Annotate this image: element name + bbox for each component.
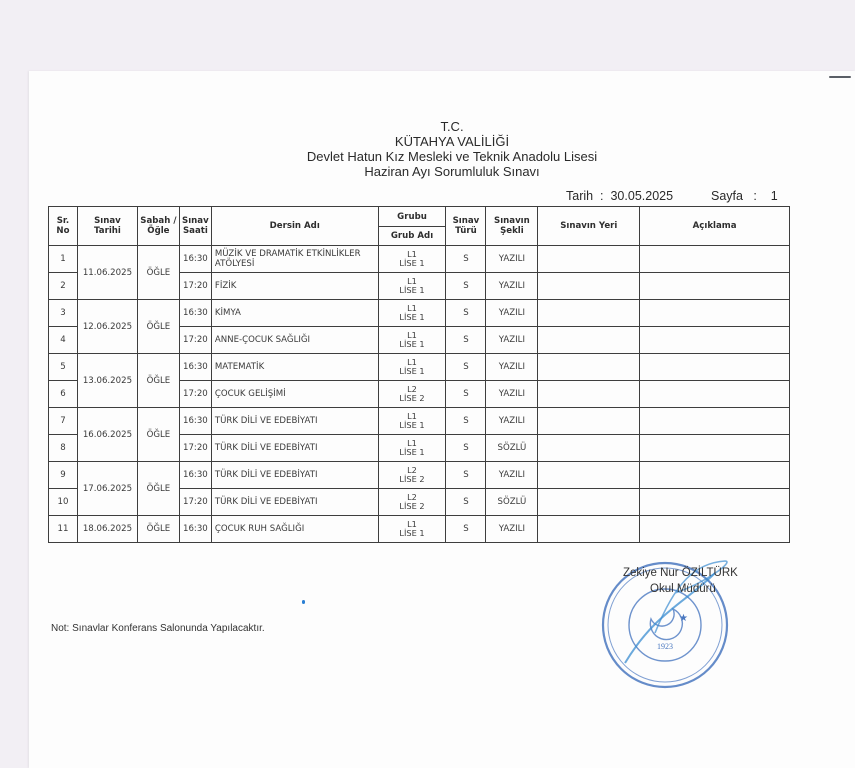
- cell-form: YAZILI: [486, 354, 538, 381]
- cell-time: 17:20: [179, 435, 211, 462]
- cell-course: MÜZİK VE DRAMATİK ETKİNLİKLER ATÖLYESİ: [211, 246, 378, 273]
- cell-session: ÖĞLE: [137, 516, 179, 543]
- cell-session: ÖĞLE: [137, 300, 179, 354]
- cell-group: [378, 435, 446, 462]
- cell-session: ÖĞLE: [137, 408, 179, 462]
- cell-place: [538, 516, 640, 543]
- cell-course: TÜRK DİLİ VE EDEBİYATI: [211, 408, 378, 435]
- cell-place: [538, 246, 640, 273]
- cell-course: TÜRK DİLİ VE EDEBİYATI: [211, 435, 378, 462]
- cell-form: YAZILI: [486, 516, 538, 543]
- page-number: [711, 189, 778, 203]
- cell-type: S: [446, 327, 486, 354]
- cell-form: YAZILI: [486, 273, 538, 300]
- cell-no: 5: [49, 354, 78, 381]
- exam-schedule-table: [48, 206, 790, 543]
- cell-group: [378, 246, 446, 273]
- cell-course: ANNE-ÇOCUK SAĞLIĞI: [211, 327, 378, 354]
- cell-note: [640, 435, 790, 462]
- group-name: LİSE 1: [399, 339, 425, 349]
- cell-note: [640, 300, 790, 327]
- group-code: L2: [407, 465, 417, 475]
- cell-no: 4: [49, 327, 78, 354]
- group-name: LİSE 2: [399, 474, 425, 484]
- cell-time: 16:30: [179, 462, 211, 489]
- cell-type: S: [446, 354, 486, 381]
- cell-note: [640, 354, 790, 381]
- cell-place: [538, 489, 640, 516]
- col-header-group: Grubu: [378, 207, 446, 227]
- page-label: Sayfa: [711, 189, 743, 203]
- cell-place: [538, 408, 640, 435]
- cell-course: MATEMATİK: [211, 354, 378, 381]
- group-code: L1: [407, 411, 417, 421]
- cell-type: S: [446, 408, 486, 435]
- cell-type: S: [446, 435, 486, 462]
- cell-no: 11: [49, 516, 78, 543]
- cell-time: 16:30: [179, 408, 211, 435]
- document-page: [29, 71, 855, 768]
- cell-no: 10: [49, 489, 78, 516]
- cell-form: SÖZLÜ: [486, 435, 538, 462]
- cell-time: 17:20: [179, 273, 211, 300]
- cell-no: 8: [49, 435, 78, 462]
- cell-type: S: [446, 516, 486, 543]
- group-code: L1: [407, 249, 417, 259]
- cell-note: [640, 381, 790, 408]
- cell-group: [378, 489, 446, 516]
- cell-time: 17:20: [179, 489, 211, 516]
- cell-place: [538, 327, 640, 354]
- cell-note: [640, 273, 790, 300]
- cell-type: S: [446, 273, 486, 300]
- col-header-no: Sr. No: [49, 207, 78, 246]
- col-header-time: Sınav Saati: [179, 207, 211, 246]
- cell-group: [378, 408, 446, 435]
- cell-date: 18.06.2025: [77, 516, 137, 543]
- cell-session: ÖĞLE: [137, 246, 179, 300]
- cell-note: [640, 516, 790, 543]
- cell-course: ÇOCUK GELİŞİMİ: [211, 381, 378, 408]
- group-code: L1: [407, 519, 417, 529]
- col-header-date: Sınav Tarihi: [77, 207, 137, 246]
- cell-no: 1: [49, 246, 78, 273]
- cell-no: 9: [49, 462, 78, 489]
- col-header-place: Sınavın Yeri: [538, 207, 640, 246]
- table-body: [49, 246, 790, 543]
- star-icon: ★: [679, 613, 688, 624]
- group-code: L2: [407, 492, 417, 502]
- cell-course: TÜRK DİLİ VE EDEBİYATI: [211, 462, 378, 489]
- col-header-session: Sabah / Öğle: [137, 207, 179, 246]
- cell-type: S: [446, 381, 486, 408]
- table-row: [49, 516, 790, 543]
- cell-note: [640, 489, 790, 516]
- group-name: LİSE 1: [399, 420, 425, 430]
- cell-no: 3: [49, 300, 78, 327]
- group-name: LİSE 1: [399, 312, 425, 322]
- cell-type: S: [446, 462, 486, 489]
- cell-group: [378, 354, 446, 381]
- col-header-note: Açıklama: [640, 207, 790, 246]
- cell-group: [378, 300, 446, 327]
- table-row: [49, 408, 790, 435]
- cell-date: 13.06.2025: [77, 354, 137, 408]
- cell-place: [538, 435, 640, 462]
- cell-time: 16:30: [179, 354, 211, 381]
- cell-no: 2: [49, 273, 78, 300]
- cell-course: TÜRK DİLİ VE EDEBİYATI: [211, 489, 378, 516]
- header-exam-title: Haziran Ayı Sorumluluk Sınavı: [364, 164, 540, 179]
- cell-form: YAZILI: [486, 246, 538, 273]
- cell-time: 16:30: [179, 516, 211, 543]
- cell-note: [640, 462, 790, 489]
- cell-form: YAZILI: [486, 462, 538, 489]
- col-header-course: Dersin Adı: [211, 207, 378, 246]
- cell-session: ÖĞLE: [137, 462, 179, 516]
- cell-date: 16.06.2025: [77, 408, 137, 462]
- cell-place: [538, 462, 640, 489]
- cell-note: [640, 408, 790, 435]
- cell-group: [378, 516, 446, 543]
- cell-form: YAZILI: [486, 408, 538, 435]
- cell-place: [538, 354, 640, 381]
- group-code: L1: [407, 303, 417, 313]
- cell-date: 17.06.2025: [77, 462, 137, 516]
- cell-time: 16:30: [179, 300, 211, 327]
- group-name: LİSE 1: [399, 528, 425, 538]
- group-code: L1: [407, 357, 417, 367]
- cell-session: ÖĞLE: [137, 354, 179, 408]
- cell-form: YAZILI: [486, 381, 538, 408]
- cell-time: 17:20: [179, 327, 211, 354]
- col-header-form: Sınavın Şekli: [486, 207, 538, 246]
- cell-no: 6: [49, 381, 78, 408]
- cell-place: [538, 273, 640, 300]
- table-row: [49, 462, 790, 489]
- cell-type: S: [446, 489, 486, 516]
- cell-type: S: [446, 246, 486, 273]
- header-school-name: Devlet Hatun Kız Mesleki ve Teknik Anadolu Lisesi: [306, 149, 598, 164]
- group-name: LİSE 1: [399, 366, 425, 376]
- cell-type: S: [446, 300, 486, 327]
- col-header-group-name: Grub Adı: [378, 227, 446, 246]
- page-separator: :: [746, 189, 768, 203]
- cell-group: [378, 327, 446, 354]
- col-header-type: Sınav Türü: [446, 207, 486, 246]
- cell-form: SÖZLÜ: [486, 489, 538, 516]
- cell-group: [378, 273, 446, 300]
- document-date: [566, 189, 673, 203]
- group-code: L1: [407, 330, 417, 340]
- cell-place: [538, 381, 640, 408]
- signatory-title: Okul Müdürü: [650, 583, 716, 595]
- cell-no: 7: [49, 408, 78, 435]
- table-row: [49, 300, 790, 327]
- table-row: [49, 354, 790, 381]
- group-code: L2: [407, 384, 417, 394]
- cell-group: [378, 381, 446, 408]
- group-name: LİSE 1: [399, 447, 425, 457]
- date-separator: :: [596, 189, 607, 203]
- cell-note: [640, 246, 790, 273]
- ink-dot: [302, 600, 305, 604]
- header-tc: T.C.: [440, 119, 464, 134]
- cell-note: [640, 327, 790, 354]
- cell-form: YAZILI: [486, 300, 538, 327]
- signatory-name: Zekiye Nur ÖZİLTÜRK: [623, 567, 738, 579]
- date-label: Tarih: [566, 189, 594, 203]
- cell-course: FİZİK: [211, 273, 378, 300]
- cell-course: ÇOCUK RUH SAĞLIĞI: [211, 516, 378, 543]
- cell-place: [538, 300, 640, 327]
- header-governorship: KÜTAHYA VALİLİĞİ: [394, 134, 510, 149]
- footer-note: Not: Sınavlar Konferans Salonunda Yapılacaktır.: [51, 623, 265, 634]
- group-code: L1: [407, 276, 417, 286]
- table-row: [49, 246, 790, 273]
- group-name: LİSE 2: [399, 393, 425, 403]
- cell-date: 12.06.2025: [77, 300, 137, 354]
- page-value: 1: [770, 189, 778, 203]
- cell-time: 16:30: [179, 246, 211, 273]
- stamp-year: 1923: [657, 642, 673, 651]
- cell-time: 17:20: [179, 381, 211, 408]
- cell-form: YAZILI: [486, 327, 538, 354]
- group-name: LİSE 1: [399, 258, 425, 268]
- cell-date: 11.06.2025: [77, 246, 137, 300]
- cell-course: KİMYA: [211, 300, 378, 327]
- cell-group: [378, 462, 446, 489]
- date-value: 30.05.2025: [610, 189, 674, 203]
- scroll-indicator[interactable]: [829, 76, 851, 78]
- group-name: LİSE 2: [399, 501, 425, 511]
- group-name: LİSE 1: [399, 285, 425, 295]
- group-code: L1: [407, 438, 417, 448]
- table-header-row: [49, 207, 790, 227]
